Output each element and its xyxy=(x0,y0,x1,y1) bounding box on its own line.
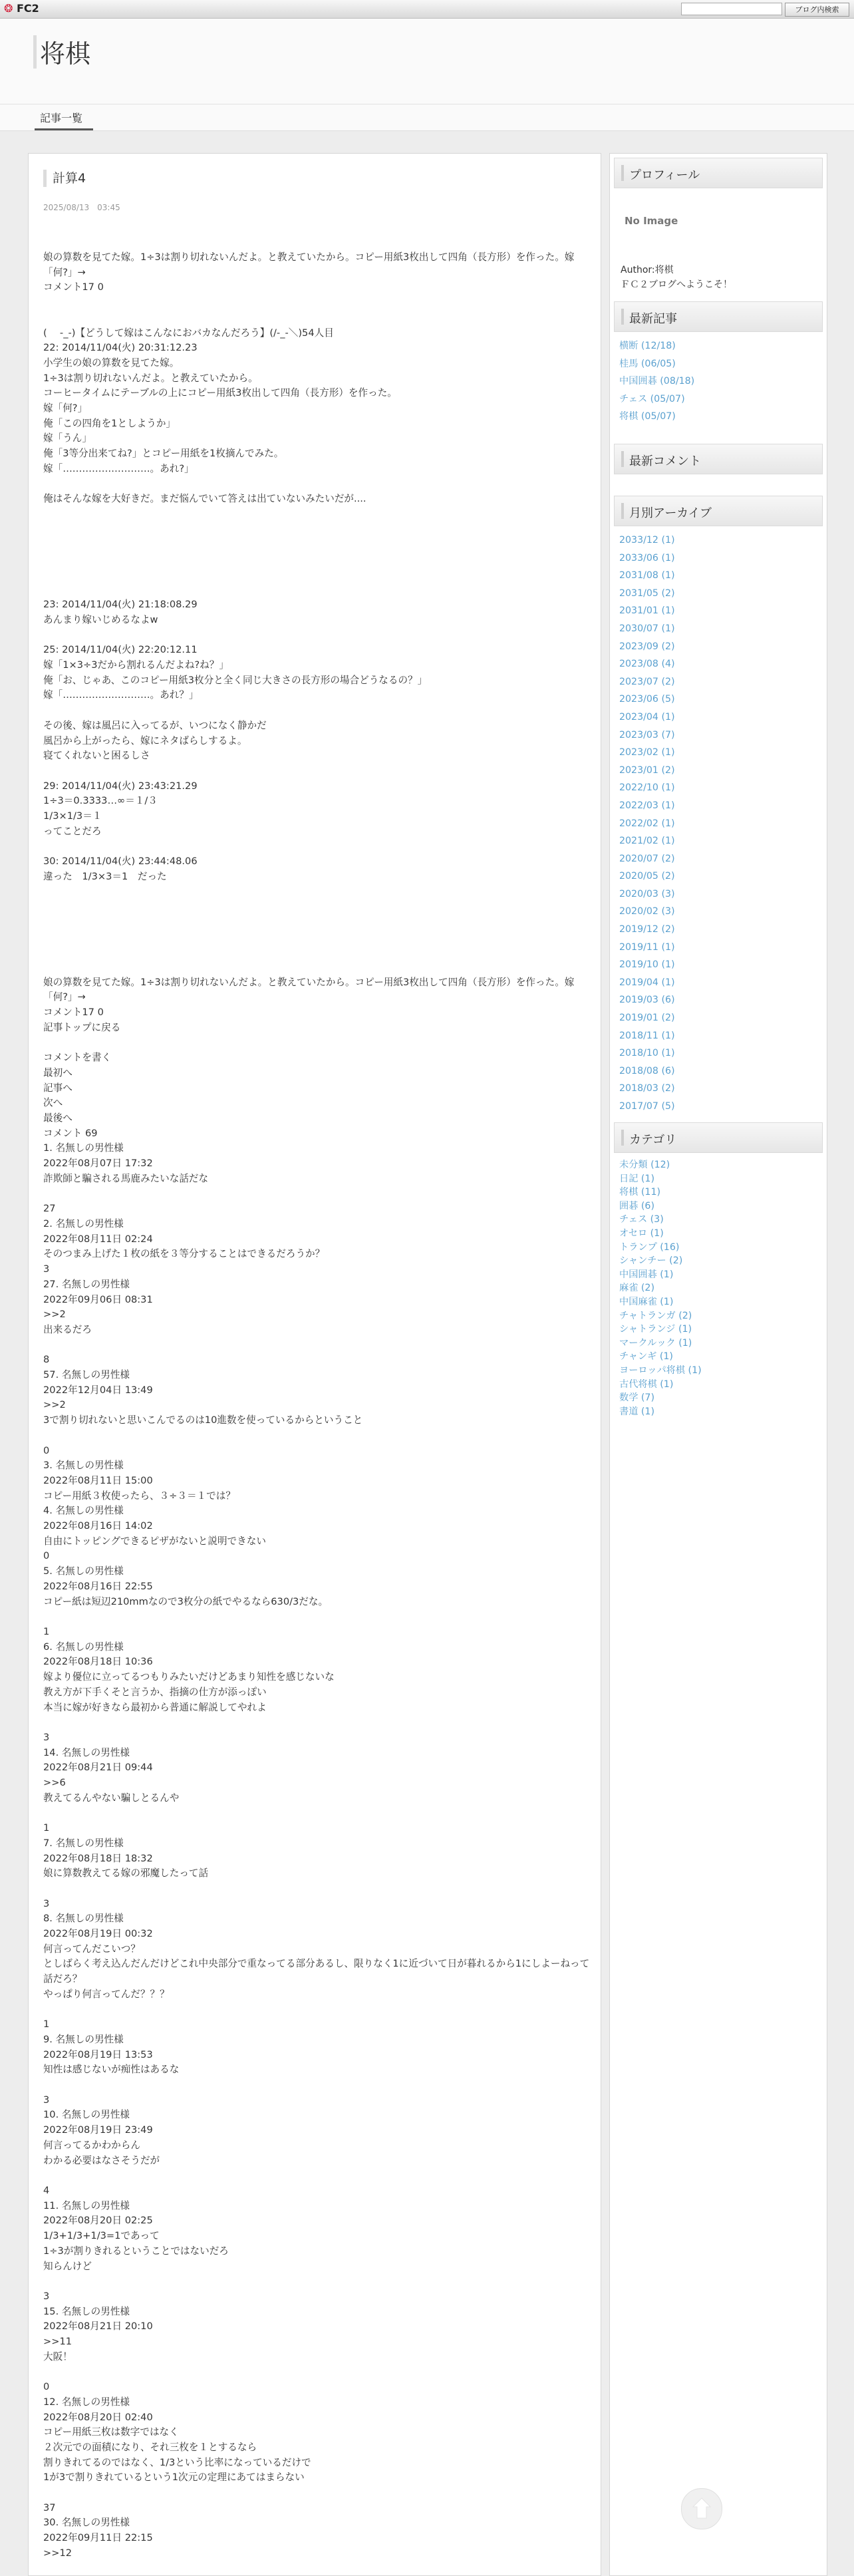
category-link[interactable]: 古代将棋 (1) xyxy=(619,1378,674,1390)
archive-month-link[interactable]: 2019/12 (2) xyxy=(619,924,675,935)
author-line: Author:将棋 xyxy=(621,265,674,275)
recent-entry-link[interactable]: チェス (05/07) xyxy=(619,393,685,404)
archive-month-link[interactable]: 2019/10 (1) xyxy=(619,959,675,971)
archive-month-link[interactable]: 2033/06 (1) xyxy=(619,552,675,564)
archive-month-link[interactable]: 2023/06 (5) xyxy=(619,694,675,705)
archive-month-link[interactable]: 2023/04 (1) xyxy=(619,711,675,723)
entry-date: 2025/08/13 03:45 xyxy=(43,203,120,212)
blog-header xyxy=(0,19,854,131)
archive-month-link[interactable]: 2019/01 (2) xyxy=(619,1013,675,1024)
category-link[interactable]: シャンチー (2) xyxy=(619,1255,683,1267)
archive-month-link[interactable]: 2023/01 (2) xyxy=(619,764,675,776)
recent-entries-heading-text: 最新記事 xyxy=(629,312,677,326)
category-link[interactable]: ヨーロッパ将棋 (1) xyxy=(619,1365,702,1376)
recent-entries-heading xyxy=(614,301,823,332)
category-link[interactable]: 日記 (1) xyxy=(619,1173,654,1184)
categories-list xyxy=(614,1153,823,1418)
archive-month-link[interactable]: 2022/03 (1) xyxy=(619,800,675,811)
category-link[interactable]: 書道 (1) xyxy=(619,1406,654,1417)
profile-heading xyxy=(614,158,823,188)
archive-month-link[interactable]: 2033/12 (1) xyxy=(619,535,675,546)
category-link[interactable]: 中国囲碁 (1) xyxy=(619,1269,674,1280)
fc2-logo-icon: ❂ xyxy=(4,2,13,15)
archive-month-link[interactable]: 2020/02 (3) xyxy=(619,906,675,917)
recent-entry-link[interactable]: 将棋 (05/07) xyxy=(619,411,676,422)
category-link[interactable]: チャンギ (1) xyxy=(619,1351,673,1363)
profile-plugin xyxy=(614,158,823,291)
nav-article-list-link[interactable]: 記事一覧 xyxy=(40,112,83,124)
categories-plugin xyxy=(614,1122,823,1418)
fc2-logo[interactable] xyxy=(4,2,39,15)
blog-search-input[interactable] xyxy=(681,3,782,15)
blog-title[interactable]: 将棋 xyxy=(40,39,91,69)
archive-month-link[interactable]: 2020/05 (2) xyxy=(619,871,675,882)
heading-accent-bar xyxy=(621,451,624,467)
category-link[interactable]: 未分類 (12) xyxy=(619,1160,670,1170)
archive-month-link[interactable]: 2018/08 (6) xyxy=(619,1065,675,1076)
archives-heading-text: 月別アーカイブ xyxy=(629,506,712,520)
archive-month-link[interactable]: 2020/03 (3) xyxy=(619,888,675,899)
archive-month-link[interactable]: 2017/07 (5) xyxy=(619,1101,675,1112)
archive-month-link[interactable]: 2020/07 (2) xyxy=(619,853,675,864)
blog-search-button[interactable]: ブログ内検索 xyxy=(785,3,849,17)
category-link[interactable]: 麻雀 (2) xyxy=(619,1283,654,1294)
category-link[interactable]: チェス (3) xyxy=(619,1214,664,1225)
archives-plugin xyxy=(614,496,823,1116)
fc2-toolbar xyxy=(0,0,854,19)
entry-body: 娘の算数を見てた嫁。1÷3は割り切れないんだよ。と教えていたから。コピー用紙3枚出して四角（長方形）を作った。嫁「何?」→ コメント17 0 ( -_-)【どうして嫁はこんなにおバカなんだろう】(/-_-＼)54人目 22: 2014/11/04(火) 20:31:12.23 小学生の娘の算数を見てた嫁。 1÷3は割り切れないんだよ。と教えていたから。 コーヒータイムにテーブルの上にコピー用紙3枚出して四角（長方形）を作った。 嫁「何?」 俺「この四角を1としようか」 嫁「うん」 俺「3等分出来てね?」とコピー用紙を1枚摘んでみた。 嫁「………………………。あれ?」 俺はそんな嫁を大好きだ。まだ悩んでいて答えは出ていないみたいだが.... 23: 2014/11/04(火) 21:18:08.29 あんまり嫁いじめるなよw 25: 2014/11/04(火) 22:20:12.11 嫁「1×3÷3だから割れるんだよね?ね？」 俺「お、じゃあ、このコピー用紙3枚分と全く同じ大きさの長方形の場合どうなるの？」 嫁「………………………。あれ？」 その後、嫁は風呂に入ってるが、いつになく静かだ 風呂から上がったら、嫁にネタばらしするよ。 寝てくれないと困るしさ 29: 2014/11/04(火) 23:43:21.29 1÷3＝0.3333…∞＝１/３ 1/3×1/3＝１ ってことだろ 30: 2014/11/04(火) 23:44:48.06 違った 1/3×3＝1 だった 娘の算数を見てた嫁。1÷3は割り切れないんだよ。と教えていたから。コピー用紙3枚出して四角（長方形）を作った。嫁「何?」→ コメント17 0 記事トップに戻る コメントを書く 最初へ 記事へ 次へ 最後へ コメント 69 1. 名無しの男性様 2022年08月07日 17:32 詐欺師と騙される馬鹿みたいな話だな 27 2. 名無しの男性様 2022年08月11日 02:24 そのつまみ上げた１枚の紙を３等分することはできるだろうか？ 3 27. 名無しの男性様 2022年09月06日 08:31 >>2 出来るだろ 8 57. 名無しの男性様 2022年12月04日 13:49 >>2 3で割り切れないと思いこんでるのは10進数を使っているからということ 0 3. 名無しの男性様 2022年08月11日 15:00 コピー用紙３枚使ったら、３÷３＝１では？ 4. 名無しの男性様 2022年08月16日 14:02 自由にトッピングできるピザがないと説明できない 0 5. 名無しの男性様 2022年08月16日 22:55 コピー紙は短辺210mmなので3枚分の紙でやるなら630/3だな。 1 6. 名無しの男性様 2022年08月18日 10:36 嫁より優位に立ってるつもりみたいだけどあまり知性を感じないな 教え方が下手くそと言うか、指摘の仕方が添っぽい 本当に嫁が好きなら最初から普通に解説してやれよ 3 14. 名無しの男性様 2022年08月21日 09:44 >>6 教えてるんやない騙しとるんや 1 7. 名無しの男性様 2022年08月18日 18:32 娘に算数教えてる嫁の邪魔したって話 3 8. 名無しの男性様 2022年08月19日 00:32 何言ってんだこいつ？ としばらく考え込んだんだけどこれ中央部分で重なってる部分あるし、限りなく1に近づいて日が暮れるから1にしよーねって話だろ？ やっぱり何言ってんだ？？？ 1 9. 名無しの男性様 2022年08月19日 13:53 知性は感じないが痴性はあるな 3 10. 名無しの男性様 2022年08月19日 23:49 何言ってるかわからん わかる必要はなさそうだが 4 11. 名無しの男性様 2022年08月20日 02:25 1/3+1/3+1/3=1であって 1÷3が割りきれるということではないだろ 知らんけど 3 15. 名無しの男性様 2022年08月21日 20:10 >>11 大阪！ 0 12. 名無しの男性様 2022年08月20日 02:40 コピー用紙三枚は数字ではなく ２次元での面積になり、それ三枚を１とするなら 割りきれてるのではなく、1/3という比率になっているだけで 1が3で割りきれているという1次元の定理にあてはまらない 37 30. 名無しの男性様 2022年09月11日 22:15 >>12 xyxy=(43,251,590,2559)
archive-month-link[interactable]: 2031/05 (2) xyxy=(619,587,675,599)
category-link[interactable]: 将棋 (11) xyxy=(619,1187,661,1198)
entry-title[interactable]: 計算4 xyxy=(53,171,86,186)
category-link[interactable]: 囲碁 (6) xyxy=(619,1200,654,1211)
recent-comments-heading-text: 最新コメント xyxy=(629,454,701,468)
archive-month-link[interactable]: 2030/07 (1) xyxy=(619,623,675,634)
archive-month-link[interactable]: 2023/07 (2) xyxy=(619,676,675,687)
archive-month-link[interactable]: 2022/02 (1) xyxy=(619,818,675,829)
recent-entry-link[interactable]: 桂馬 (06/05) xyxy=(619,358,676,369)
archives-list xyxy=(614,526,823,1116)
archives-heading xyxy=(614,496,823,526)
fc2-logo-text: FC2 xyxy=(16,2,39,15)
archive-month-link[interactable]: 2018/10 (1) xyxy=(619,1048,675,1059)
arrow-up-icon xyxy=(692,2497,712,2519)
archive-month-link[interactable]: 2022/10 (1) xyxy=(619,782,675,794)
recent-comments-heading xyxy=(614,444,823,474)
category-link[interactable]: トランプ (16) xyxy=(619,1241,680,1253)
archive-month-link[interactable]: 2018/11 (1) xyxy=(619,1030,675,1041)
archive-month-link[interactable]: 2021/02 (1) xyxy=(619,836,675,847)
heading-accent-bar xyxy=(621,309,624,325)
category-link[interactable]: 中国麻雀 (1) xyxy=(619,1296,674,1307)
profile-heading-text: プロフィール xyxy=(629,168,700,182)
archive-month-link[interactable]: 2023/08 (4) xyxy=(619,659,675,670)
profile-no-image: No Image xyxy=(625,215,678,227)
archive-month-link[interactable]: 2018/03 (2) xyxy=(619,1083,675,1094)
archive-month-link[interactable]: 2023/02 (1) xyxy=(619,747,675,758)
sidebar xyxy=(609,153,827,2576)
recent-entry-link[interactable]: 中国囲碁 (08/18) xyxy=(619,376,695,387)
category-link[interactable]: 数学 (7) xyxy=(619,1392,654,1404)
archive-month-link[interactable]: 2023/09 (2) xyxy=(619,641,675,652)
categories-heading-text: カテゴリ xyxy=(629,1133,677,1147)
archive-month-link[interactable]: 2031/08 (1) xyxy=(619,570,675,581)
nav-active-indicator xyxy=(35,128,93,130)
categories-heading xyxy=(614,1122,823,1153)
recent-entry-link[interactable]: 横断 (12/18) xyxy=(619,341,676,351)
archive-month-link[interactable]: 2031/01 (1) xyxy=(619,605,675,617)
category-link[interactable]: マークルック (1) xyxy=(619,1337,692,1349)
title-accent-bar xyxy=(33,35,37,69)
profile-author xyxy=(621,263,732,292)
category-link[interactable]: シャトランジ (1) xyxy=(619,1324,692,1335)
heading-accent-bar xyxy=(621,1130,624,1146)
main-content xyxy=(28,153,601,2576)
archive-month-link[interactable]: 2019/04 (1) xyxy=(619,977,675,988)
recent-comments-plugin xyxy=(614,444,823,474)
category-link[interactable]: チャトランガ (2) xyxy=(619,1310,692,1321)
entry-title-accent-bar xyxy=(43,170,47,187)
recent-entries-list xyxy=(614,332,823,426)
page-top-button[interactable] xyxy=(681,2488,722,2529)
heading-accent-bar xyxy=(621,165,624,181)
heading-accent-bar xyxy=(621,503,624,519)
archive-month-link[interactable]: 2019/11 (1) xyxy=(619,941,675,953)
archive-month-link[interactable]: 2019/03 (6) xyxy=(619,995,675,1006)
welcome-line: ＦＣ２ブログへようこそ！ xyxy=(621,279,732,290)
category-link[interactable]: オセロ (1) xyxy=(619,1227,664,1239)
archive-month-link[interactable]: 2023/03 (7) xyxy=(619,729,675,740)
global-nav xyxy=(0,104,854,131)
recent-entries-plugin xyxy=(614,301,823,426)
